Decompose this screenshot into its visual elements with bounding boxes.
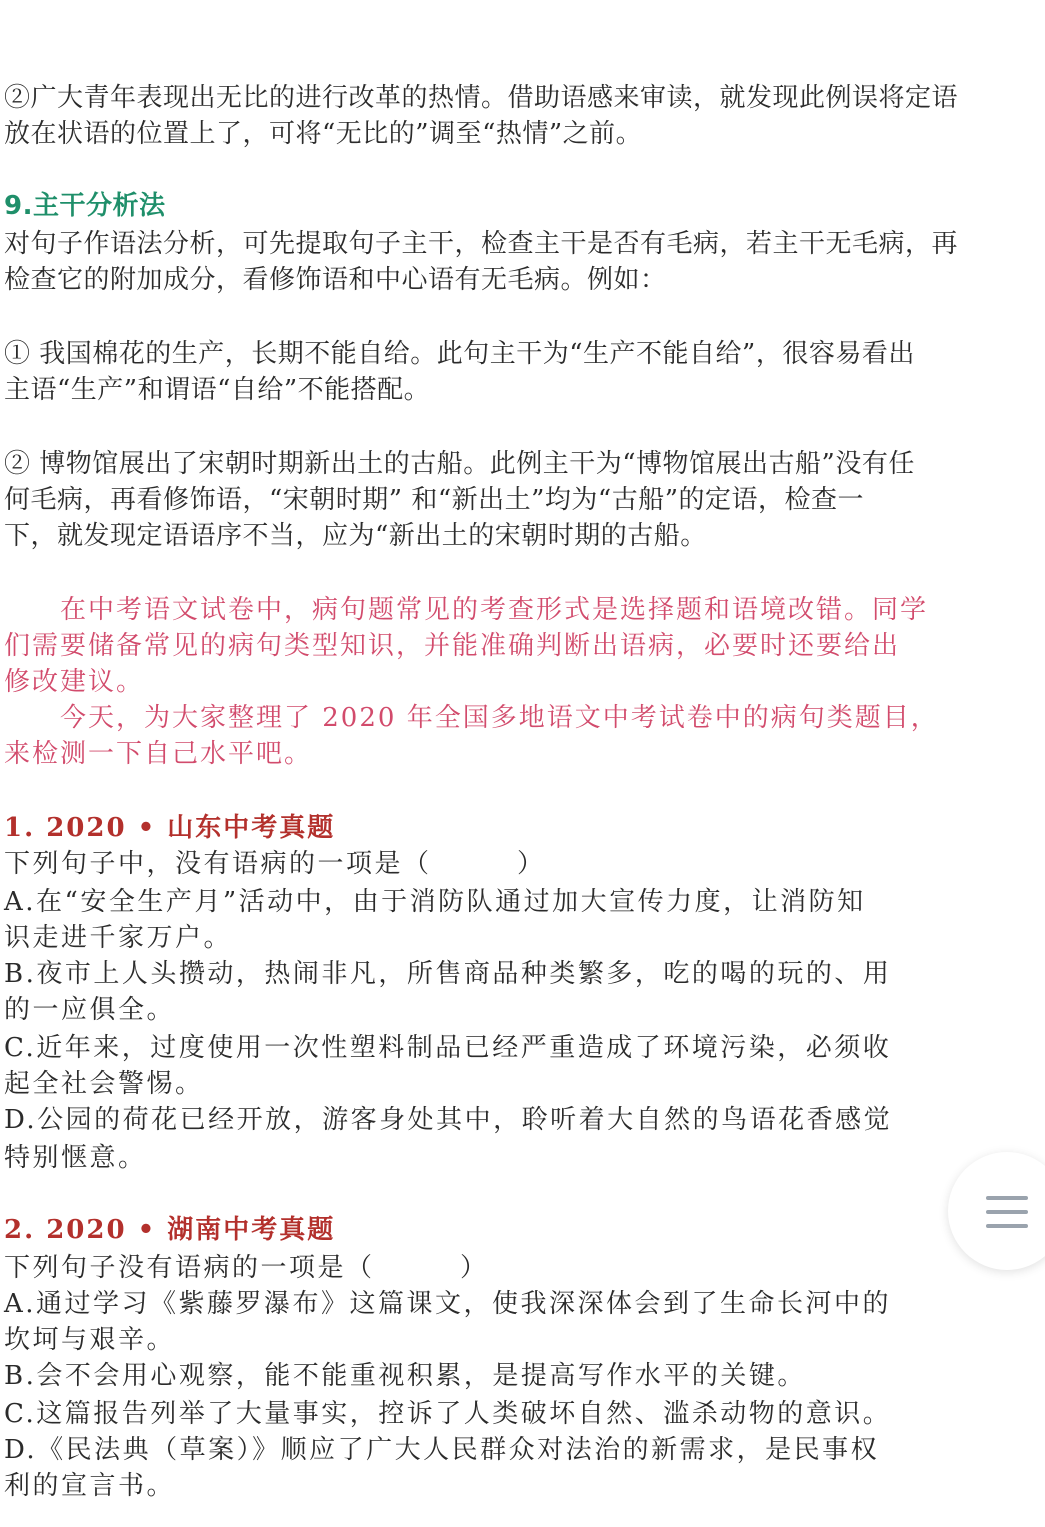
section8-example2-line2: 放在状语的位置上了，可将“无比的”调至“热情”之前。 [4,119,643,149]
question2-option-a-line2: 坎坷与艰辛。 [4,1325,176,1355]
section9-title: 9.主干分析法 [4,191,166,221]
intro-p2-line2: 来检测一下自己水平吧。 [4,739,313,769]
question2-option-d-line2: 利的宣言书。 [4,1471,176,1501]
menu-icon [986,1196,1028,1200]
question1-option-c-line2: 起全社会警惕。 [4,1069,204,1099]
question2-option-d-line1: D.《民法典（草案）》顺应了广大人民群众对法治的新需求，是民事权 [4,1435,880,1465]
question1-option-b-line2: 的一应俱全。 [4,995,176,1025]
section9-example1-line1: ① 我国棉花的生产，长期不能自给。此句主干为“生产不能自给”，很容易看出 [4,339,915,369]
section9-intro-line1: 对句子作语法分析，可先提取句子主干，检查主干是否有毛病，若主干无毛病，再 [4,229,959,259]
question1-option-a-line1: A.在“安全生产月”活动中，由于消防队通过加大宣传力度，让消防知 [4,887,866,917]
section9-example2-line2: 何毛病，再看修饰语，“宋朝时期” 和“新出土”均为“古船”的定语，检查一 [4,485,865,515]
intro-p1-line1: 在中考语文试卷中，病句题常见的考查形式是选择题和语境改错。同学 [4,595,929,625]
question1-title: 1. 2020 • 山东中考真题 [4,813,336,843]
intro-p2-line1: 今天，为大家整理了 2020 年全国多地语文中考试卷中的病句类题目， [4,703,939,733]
section9-intro-line2: 检查它的附加成分，看修饰语和中心语有无毛病。例如： [4,265,667,295]
question2-option-c-line1: C.这篇报告列举了大量事实，控诉了人类破坏自然、滥杀动物的意识。 [4,1399,892,1429]
question1-stem: 下列句子中，没有语病的一项是（ ） [4,849,546,879]
question2-option-a-line1: A.通过学习《紫藤罗瀑布》这篇课文，使我深深体会到了生命长河中的 [4,1289,892,1319]
question1-option-d-line2: 特别惬意。 [4,1143,147,1173]
question2-title: 2. 2020 • 湖南中考真题 [4,1215,336,1245]
question1-option-d-line1: D.公园的荷花已经开放，游客身处其中，聆听着大自然的鸟语花香感觉 [4,1105,893,1135]
section8-example2-line1: ②广大青年表现出无比的进行改革的热情。借助语感来审读，就发现此例误将定语 [4,83,959,113]
intro-p1-line3: 修改建议。 [4,667,145,697]
question1-option-c-line1: C.近年来，过度使用一次性塑料制品已经严重造成了环境污染，必须收 [4,1033,892,1063]
section9-example2-line3: 下，就发现定语语序不当，应为“新出土的宋朝时期的古船。 [4,521,707,551]
question1-option-a-line2: 识走进千家万户。 [4,923,233,953]
question2-option-b-line1: B.会不会用心观察，能不能重视积累，是提高写作水平的关键。 [4,1361,806,1391]
question2-stem: 下列句子没有语病的一项是（ ） [4,1253,489,1283]
question1-option-b-line1: B.夜市上人头攒动，热闹非凡，所售商品种类繁多，吃的喝的玩的、用 [4,959,892,989]
intro-p1-line2: 们需要储备常见的病句类型知识，并能准确判断出语病，必要时还要给出 [4,631,901,661]
section9-example2-line1: ② 博物馆展出了宋朝时期新出土的古船。此例主干为“博物馆展出古船”没有任 [4,449,915,479]
section9-example1-line2: 主语“生产”和谓语“自给”不能搭配。 [4,375,431,405]
